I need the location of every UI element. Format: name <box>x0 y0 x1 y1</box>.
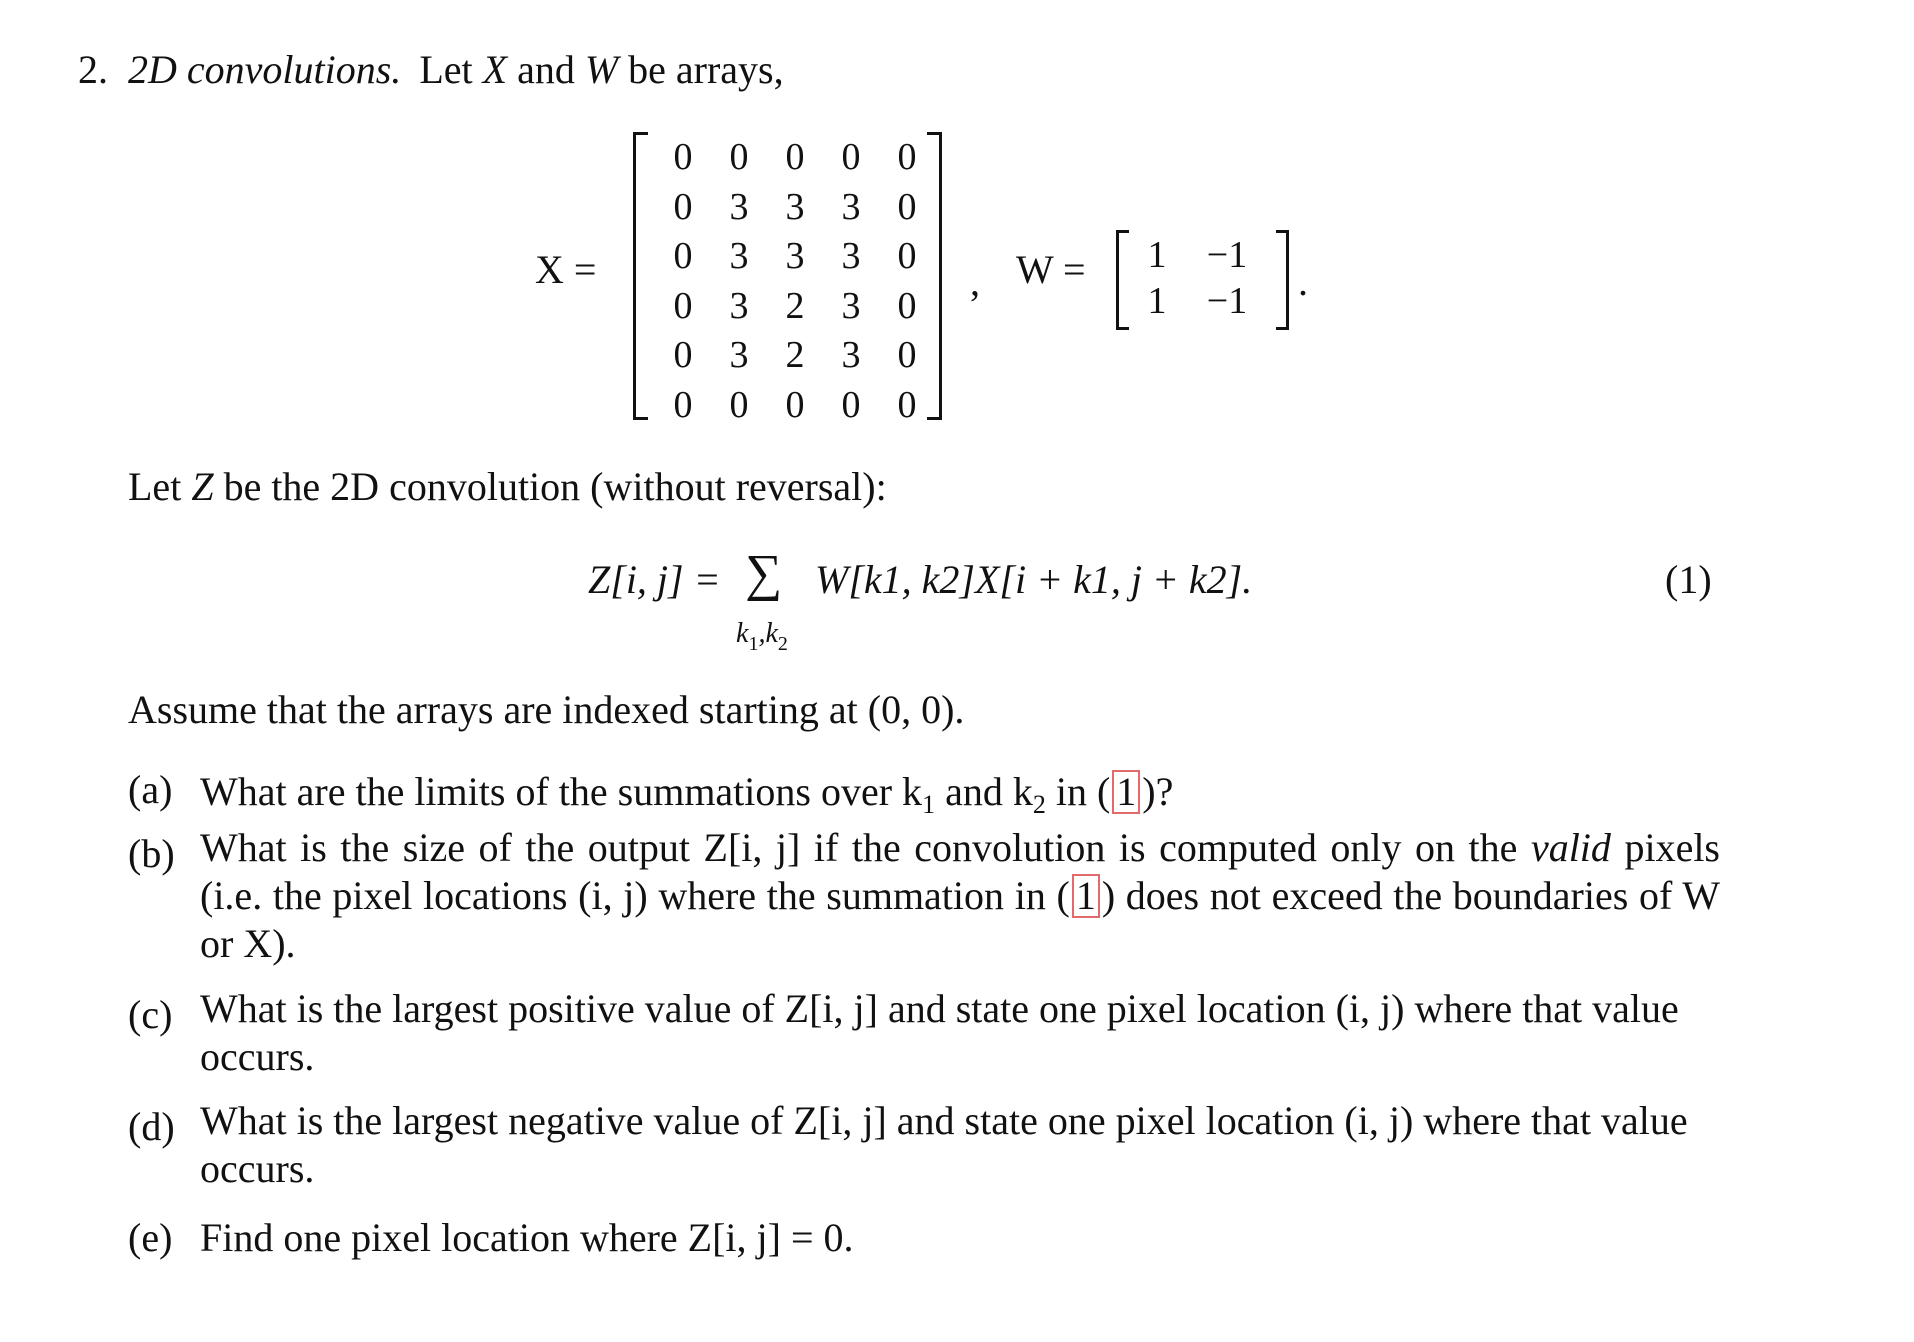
equation-number-text: (1) <box>1665 557 1712 602</box>
matrix-period <box>1298 259 1308 304</box>
intro-word: and <box>517 47 575 92</box>
sum-comma: ,k <box>758 618 778 649</box>
matrix-x-cell: 0 <box>673 383 693 426</box>
matrix-x-cell: 3 <box>841 185 861 228</box>
intro-word: be arrays, <box>628 47 784 92</box>
matrix-x-cell: 0 <box>673 334 693 376</box>
matrix-w <box>1132 236 1272 328</box>
matrix-x-cell: 3 <box>729 334 749 376</box>
matrix-x-cell: 0 <box>897 136 917 178</box>
equation-rhs-text: W[k1, k2]X[i + k1, j + k2]. <box>815 557 1253 602</box>
matrix-x-cell: 0 <box>841 383 861 426</box>
problem-title: 2D convolutions. <box>128 47 402 92</box>
matrix-x-cell: 0 <box>673 185 693 228</box>
label-d: (d) <box>128 1104 175 1149</box>
question-e-text <box>200 1215 854 1260</box>
question-c-label <box>128 992 173 1037</box>
matrix-x-cell: 0 <box>897 284 917 327</box>
matrix-x-cell: 3 <box>785 235 805 277</box>
x-equals: X = <box>535 247 597 292</box>
matrix-x-cell: 3 <box>729 284 749 327</box>
qa-sub-2: 2 <box>1032 790 1046 819</box>
matrix-x-cell: 0 <box>673 235 693 277</box>
intro-w: W <box>584 47 619 92</box>
question-a-label <box>128 767 173 812</box>
convolution-statement <box>128 464 887 509</box>
equation-number <box>1665 557 1712 602</box>
matrix-x-cell: 0 <box>841 136 861 178</box>
matrix-w-cell: 1 <box>1147 280 1167 322</box>
matrix-x-cell: 0 <box>673 284 693 327</box>
question-a-text: What are the limits of the summations over $k_1$ and $k_2$ in ( 1 )? <box>200 769 1174 819</box>
question-b-label <box>128 831 175 876</box>
matrix-x-cell: 0 <box>897 383 917 426</box>
question-c-text <box>200 985 1720 1081</box>
matrix-w-label <box>1016 247 1086 292</box>
matrix-x-cell: 0 <box>897 334 917 376</box>
matrix-x-cell: 3 <box>841 284 861 327</box>
intro-x: X <box>482 47 508 92</box>
matrix-x-left-bracket <box>633 132 648 420</box>
label-b: (b) <box>128 831 175 876</box>
matrix-x-cell: 0 <box>897 235 917 277</box>
matrix-w-cell: −1 <box>1206 280 1248 322</box>
matrix-x-cell: 0 <box>673 136 693 178</box>
matrix-x-cell: 3 <box>841 334 861 376</box>
text: Let <box>128 464 182 509</box>
matrix-x-cell: 0 <box>897 185 917 228</box>
qa-part: and k <box>935 769 1033 814</box>
intro-word: Let <box>419 47 473 92</box>
matrix-w-left-bracket <box>1116 230 1129 330</box>
matrix-x-cell: 0 <box>785 136 805 178</box>
comma: , <box>970 259 980 304</box>
matrix-x-cell: 3 <box>729 185 749 228</box>
problem-heading <box>78 47 784 92</box>
matrix-x-cell: 3 <box>729 235 749 277</box>
equation-ref-link[interactable]: 1 <box>1112 770 1140 814</box>
sum-subscript <box>736 620 788 654</box>
question-d-text <box>200 1097 1720 1193</box>
matrix-x-cell: 0 <box>729 136 749 178</box>
matrix-w-cell: −1 <box>1206 234 1248 276</box>
question-b-text <box>200 824 1720 968</box>
qb-part: pixels (i.e. the pixel locations (i, j) where the summation in ( <box>200 825 1721 918</box>
matrix-comma <box>970 259 980 304</box>
qb-part: What is the size of the output Z[i, j] if the convolution is computed only on the <box>200 825 1531 870</box>
equation-ref-link[interactable]: 1 <box>1072 874 1100 918</box>
matrix-x-cell: 0 <box>785 383 805 426</box>
matrix-x-label <box>535 247 597 292</box>
matrix-x-cell: 3 <box>841 235 861 277</box>
w-equals: W = <box>1016 247 1086 292</box>
matrix-x <box>655 138 935 435</box>
label-a: (a) <box>128 767 173 812</box>
question-e-label <box>128 1215 173 1260</box>
qa-part: )? <box>1142 769 1174 814</box>
qa-sub-1: 1 <box>922 790 936 819</box>
matrix-x-cell: 2 <box>785 334 805 376</box>
qa-part: in <box>1045 769 1097 814</box>
qd-text: What is the largest negative value of Z[i, j] and state one pixel location (i, j) where that value occurs. <box>200 1098 1688 1191</box>
problem-number: 2. <box>78 47 108 92</box>
matrix-x-cell: 2 <box>785 284 805 327</box>
sigma-symbol <box>745 545 783 602</box>
sigma: ∑ <box>745 545 783 602</box>
qc-text: What is the largest positive value of Z[i, j] and state one pixel location (i, j) where that value occurs. <box>200 986 1679 1079</box>
sub-1: 1 <box>748 633 759 655</box>
label-c: (c) <box>128 992 173 1037</box>
equation-lhs <box>588 557 721 602</box>
matrix-w-right-bracket <box>1276 230 1289 330</box>
equation-rhs <box>815 557 1253 602</box>
qa-part: What are the limits of the summations over k <box>200 769 923 814</box>
question-d-label <box>128 1104 175 1149</box>
sub-2: 2 <box>777 633 788 655</box>
matrix-w-cell: 1 <box>1147 234 1167 276</box>
equation-lhs-text: Z[i, j] = <box>588 557 721 602</box>
label-e: (e) <box>128 1215 173 1260</box>
qb-part: ) does not exceed the boundaries of W or X). <box>200 873 1720 966</box>
assumption: Assume that the arrays are indexed starting at (0, 0). <box>128 687 965 732</box>
matrix-x-cell: 3 <box>785 185 805 228</box>
matrix-x-cell: 0 <box>729 383 749 426</box>
z-symbol: Z <box>191 464 214 509</box>
qe-text: Find one pixel location where Z[i, j] = 0. <box>200 1215 854 1260</box>
assumption-text <box>128 687 965 732</box>
text: be the 2D convolution (without reversal): <box>223 464 887 509</box>
period: . <box>1298 259 1308 304</box>
sum-k: k <box>736 618 749 649</box>
qb-emph: valid <box>1530 825 1611 870</box>
